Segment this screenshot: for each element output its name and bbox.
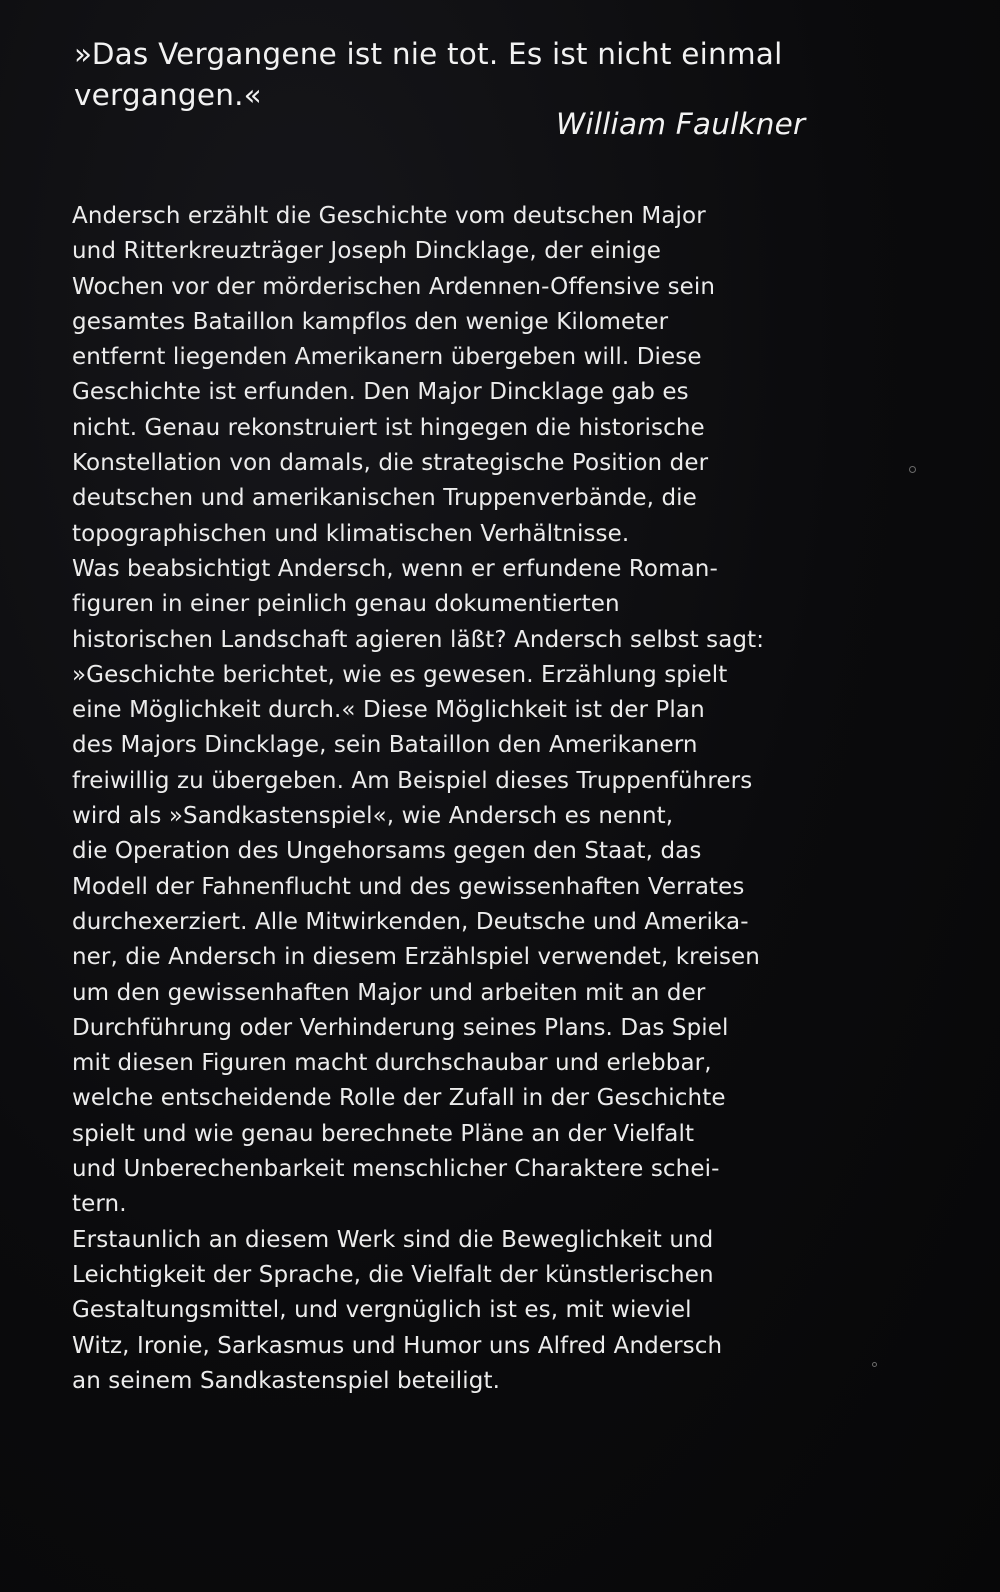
- blurb-line: durchexerziert. Alle Mitwirkenden, Deutsche und Amerika-: [72, 908, 749, 935]
- blurb-line: wird als »Sandkastenspiel«, wie Andersch es nennt,: [72, 803, 674, 830]
- blurb-line: entfernt liegenden Amerikanern übergeben will. Diese: [72, 344, 702, 371]
- epigraph-quote-line: vergangen.«: [74, 78, 262, 112]
- blurb-line: freiwillig zu übergeben. Am Beispiel dieses Truppenführers: [72, 767, 753, 794]
- epigraph-author: William Faulkner: [556, 107, 806, 141]
- blurb-line: tern.: [72, 1191, 127, 1218]
- blurb-line: Modell der Fahnenflucht und des gewissenhaften Verrates: [72, 873, 745, 900]
- blurb-line: ner, die Andersch in diesem Erzählspiel verwendet, kreisen: [72, 944, 760, 971]
- blurb-line: eine Möglichkeit durch.« Diese Möglichkeit ist der Plan: [72, 697, 705, 724]
- blurb-line: historischen Landschaft agieren läßt? Andersch selbst sagt:: [72, 626, 765, 653]
- blurb-line: nicht. Genau rekonstruiert ist hingegen die historische: [72, 414, 705, 441]
- blurb-line: Erstaunlich an diesem Werk sind die Beweglichkeit und: [72, 1226, 714, 1253]
- blurb-line: »Geschichte berichtet, wie es gewesen. Erzählung spielt: [72, 661, 728, 688]
- blurb-line: Leichtigkeit der Sprache, die Vielfalt der künstlerischen: [72, 1261, 714, 1288]
- blurb-line: Konstellation von damals, die strategische Position der: [72, 450, 709, 477]
- dust-speck: [872, 1362, 877, 1367]
- blurb-line: und Unberechenbarkeit menschlicher Charaktere schei-: [72, 1156, 720, 1183]
- blurb-line: die Operation des Ungehorsams gegen den Staat, das: [72, 838, 702, 865]
- blurb-line: topographischen und klimatischen Verhältnisse.: [72, 520, 630, 547]
- epigraph: [74, 34, 854, 141]
- blurb-line: spielt und wie genau berechnete Pläne an der Vielfalt: [72, 1120, 695, 1147]
- blurb-line: an seinem Sandkastenspiel beteiligt.: [72, 1367, 500, 1394]
- epigraph-quote-line: »Das Vergangene ist nie tot. Es ist nicht einmal: [74, 37, 783, 71]
- blurb-line: welche entscheidende Rolle der Zufall in der Geschichte: [72, 1085, 726, 1112]
- blurb-line: Andersch erzählt die Geschichte vom deutschen Major: [72, 203, 706, 229]
- blurb-line: des Majors Dincklage, sein Bataillon den Amerikanern: [72, 732, 698, 759]
- dust-speck: [909, 466, 916, 473]
- blurb-line: gesamtes Bataillon kampflos den wenige Kilometer: [72, 308, 669, 335]
- blurb-line: deutschen und amerikanischen Truppenverbände, die: [72, 485, 697, 512]
- blurb-line: figuren in einer peinlich genau dokumentierten: [72, 591, 620, 618]
- blurb-line: Durchführung oder Verhinderung seines Plans. Das Spiel: [72, 1014, 729, 1041]
- blurb-line: mit diesen Figuren macht durchschaubar und erlebbar,: [72, 1050, 712, 1077]
- blurb-line: Geschichte ist erfunden. Den Major Dincklage gab es: [72, 379, 689, 406]
- blurb-text: [72, 199, 872, 1399]
- blurb-line: Witz, Ironie, Sarkasmus und Humor uns Alfred Andersch: [72, 1332, 723, 1359]
- blurb-line: Wochen vor der mörderischen Ardennen-Offensive sein: [72, 273, 716, 300]
- blurb-line: Gestaltungsmittel, und vergnüglich ist es, mit wieviel: [72, 1297, 692, 1324]
- blurb-line: um den gewissenhaften Major und arbeiten mit an der: [72, 979, 706, 1006]
- blurb-line: und Ritterkreuzträger Joseph Dincklage, der einige: [72, 238, 661, 265]
- blurb-line: Was beabsichtigt Andersch, wenn er erfundene Roman-: [72, 555, 718, 582]
